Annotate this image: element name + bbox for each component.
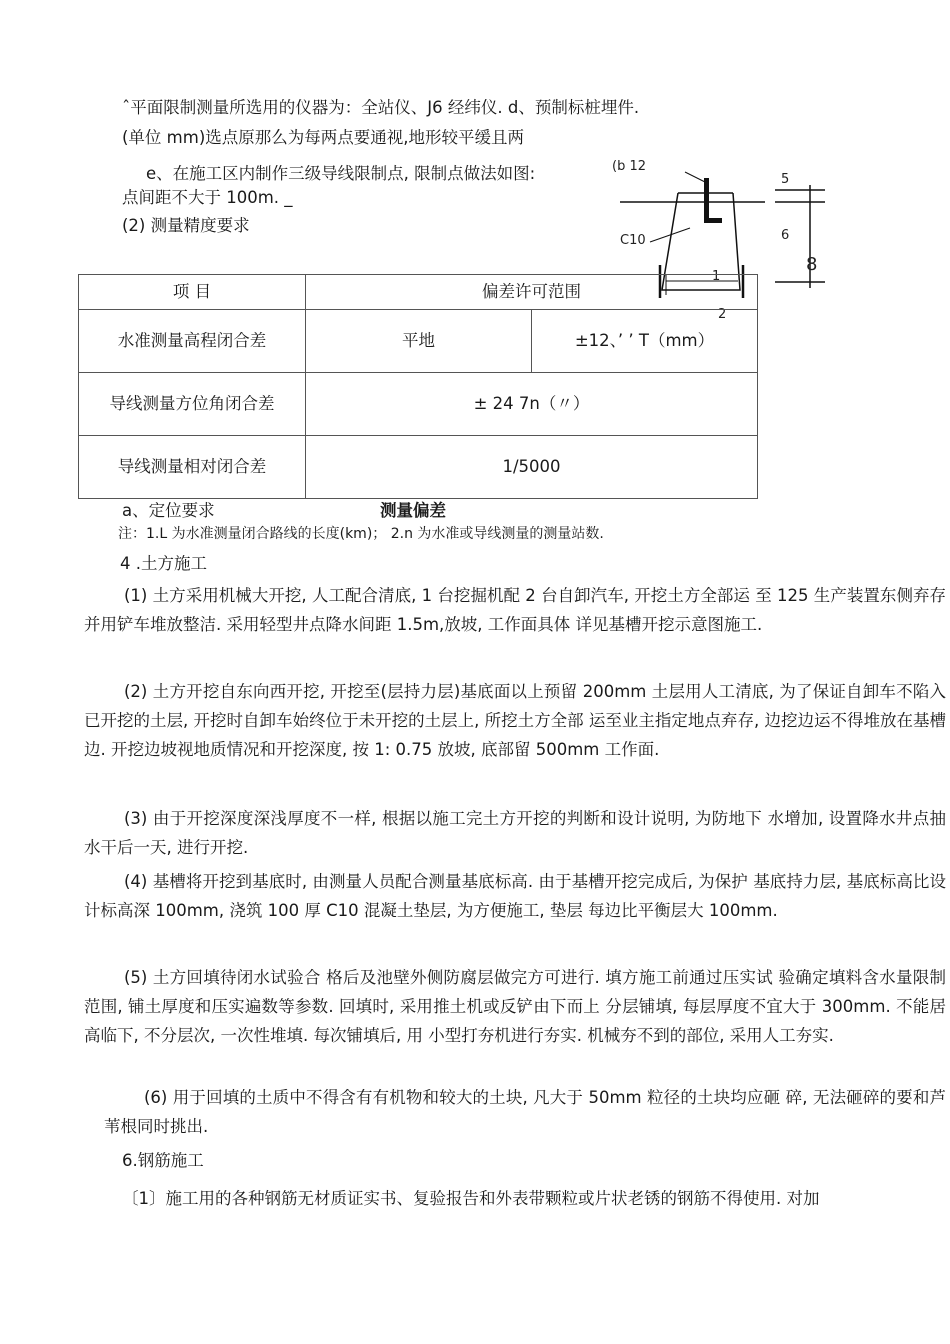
line-precision-heading: (2) 测量精度要求 — [122, 216, 250, 235]
table-row1-value: ±12、’ ’ T（mm） — [532, 310, 758, 373]
diagram-label-1: 1 — [712, 269, 721, 284]
paragraph-5: (5) 土方回填待闭水试验合 格后及池壁外侧防腐层做完方可进行. 填方施工前通过压实试 验确定填料含水量限制范围, 铺土厚度和压实遍数等参数. 回填时, 采用推土机或反铲由下而上 分层铺填, 每层厚度不宜大于 300mm. 不能居高临下, 不分层次, 一次性堆填. 每次铺填后, 用 小型打夯机进行夯实. 机械夯不到的部位, 采用人工夯实. — [84, 968, 946, 1045]
section-rebar: 6.钢筋施工 — [122, 1151, 204, 1170]
diagram-label-c10: C10 — [620, 233, 646, 248]
table-row1-cond: 平地 — [306, 310, 532, 373]
line-control-points: e、在施工区内制作三级导线限制点, 限制点做法如图: — [146, 164, 536, 183]
line-site-selection: (单位 mm)选点原那么为每两点要通视,地形较平缓且两 — [122, 128, 525, 147]
marker-stem — [704, 178, 709, 223]
line-instruments: ˆ平面限制测量所选用的仪器为：全站仪、J6 经纬仪. d、预制标桩埋件. — [122, 98, 640, 117]
table-row2-value: ± 24 7n（〃） — [306, 373, 758, 436]
table-caption: 测量偏差 — [380, 501, 446, 520]
diagram-label-b12: (b 12 — [612, 159, 646, 174]
paragraph-3: (3) 由于开挖深度深浅厚度不一样, 根据以施工完土方开挖的判断和设计说明, 为防地下 水增加, 设置降水井点抽水干后一天, 进行开挖. — [84, 809, 946, 857]
table-row1-label: 水准测量高程闭合差 — [79, 310, 306, 373]
section-earthwork: 4 .土方施工 — [120, 554, 207, 573]
diagram-label-5: 5 — [781, 172, 790, 187]
paragraph-7: 〔1〕施工用的各种钢筋无材质证实书、复验报告和外表带颗粒或片状老锈的钢筋不得使用. 对加 — [122, 1189, 820, 1208]
table-row3-value: 1/5000 — [306, 436, 758, 499]
marker-foot — [704, 218, 722, 223]
table-header-item: 项 目 — [79, 275, 306, 310]
tolerance-table — [78, 274, 758, 499]
paragraph-2: (2) 土方开挖自东向西开挖, 开挖至(层持力层)基底面以上预留 200mm 土层用人工清底, 为了保证自卸车不陷入已开挖的土层, 开挖时自卸车始终位于未开挖的土层上, 所挖土方全部 运至业主指定地点弃存, 边挖边运不得堆放在基槽边. 开挖边坡视地质情况和开挖深度, 按 1: 0.75 放坡, 底部留 500mm 工作面. — [84, 682, 946, 759]
diagram-label-8: 8 — [806, 254, 818, 275]
paragraph-6: (6) 用于回填的土质中不得含有有机物和较大的土块, 凡大于 50mm 粒径的土块均应砸 碎, 无法砸碎的要和芦苇根同时挑出. — [104, 1088, 946, 1136]
table-row2-label: 导线测量方位角闭合差 — [79, 373, 306, 436]
positioning-item: a、定位要求 — [122, 501, 215, 520]
paragraph-4: (4) 基槽将开挖到基底时, 由测量人员配合测量基底标高. 由于基槽开挖完成后, 为保护 基底持力层, 基底标高比设计标高深 100mm, 浇筑 100 厚 C10 混凝土垫层, 为方便施工, 垫层 每边比平衡层大 100mm. — [84, 872, 946, 920]
paragraph-1: (1) 土方采用机械大开挖, 人工配合清底, 1 台挖掘机配 2 台自卸汽车, 开挖土方全部运 至 125 生产装置东侧弃存并用铲车堆放整洁. 采用轻型井点降水间距 1.5m,放坡, 工作面具体 详见基槽开挖示意图施工. — [84, 586, 946, 634]
diagram-label-6: 6 — [781, 228, 790, 243]
diagram-label-2: 2 — [718, 307, 727, 322]
table-row3-label: 导线测量相对闭合差 — [79, 436, 306, 499]
table-header-range: 偏差许可范围 — [306, 275, 758, 310]
table-note: 注：1.L 为水准测量闭合路线的长度(km)； 2.n 为水准或导线测量的测量站数. — [118, 526, 604, 542]
line-point-spacing: 点间距不大于 100m. _ — [122, 188, 293, 207]
